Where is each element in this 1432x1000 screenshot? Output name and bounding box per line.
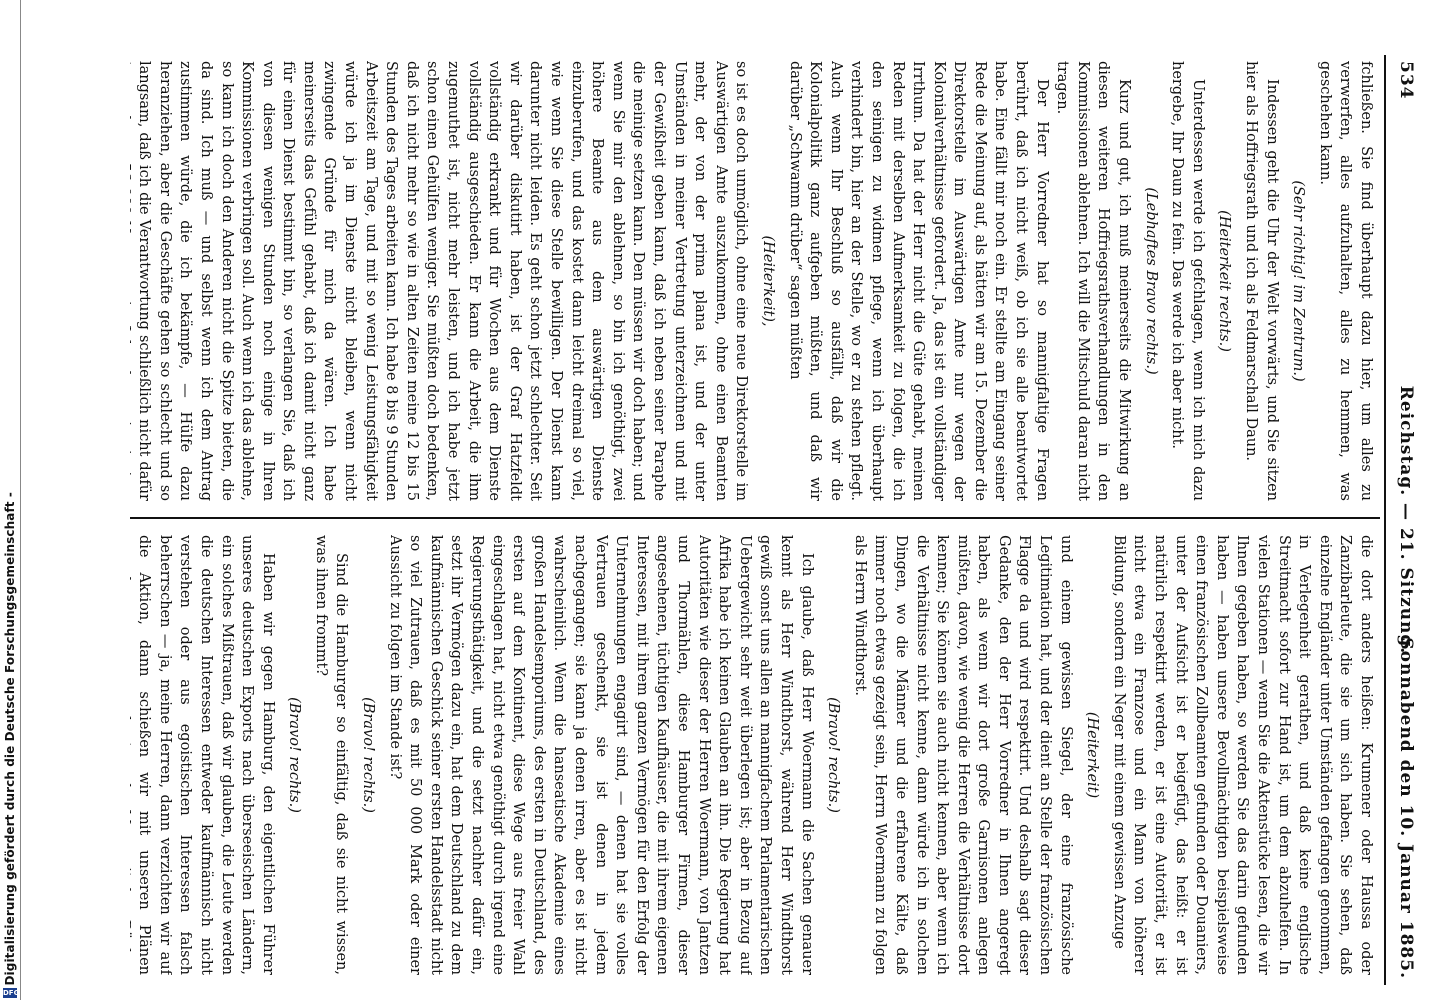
paragraph: fchließen. Sie find überhaupt dazu hier, um alles zu verwerfen, alles aufzuhalten, alles zu hemmen, was geschehen kann. bbox=[1316, 61, 1374, 501]
page-title: Reichstag. — 21. Sitzung. bbox=[1396, 385, 1416, 655]
page-header bbox=[1390, 61, 1416, 979]
paragraph: Kurz und gut, ich muß meinerseits die Mitwirkung an diesen weiteren Hoffriegsrathsverhandlungen in den Kommissionen ablehnen. Ich will die Mitschuld daran nicht tragen. bbox=[1054, 61, 1133, 501]
left-column bbox=[130, 61, 1376, 501]
paragraph: die dort anders heißen: Krumener oder Haussa oder Zanzibarleute, die sie um sich haben. Sie sehen, daß einzelne Engländer unter Umständen gefangen genommen, in Verlegenheit gerathen, und daß keine englische Streitmacht sofort zur Hand ist, um dem abzuhelfen. In vielen Stationen — wenn Sie die Aktenstücke lesen, die wir Ihnen gegeben haben, so werden Sie das darin gefunden haben — haben unsere Bevollmächtigten beispielsweise einen französischen Zollbeamten gefunden oder Douaniers, unter der Aufsicht ist er beigefügt, das heißt: er ist natürlich respektirt werden, er ist eine Autorität, er ist nicht etwa ein Franzose und ein Mann von höherer Bildung, sondern ein Neger mit einem gewissen Anzuge bbox=[1110, 535, 1374, 975]
page-number: 534 bbox=[1396, 61, 1416, 100]
interjection: (Heiterkeit), bbox=[759, 235, 776, 327]
interjection: (Bravo! rechts.) bbox=[286, 697, 303, 813]
paragraph: Ich glaube, daß Herr Woermann die Sachen genauer kennt als Herr Windthorst, während Herr Windthorst gewiß sonst uns allen an mannigfachem Parlamentarischen Uebergewicht sehr weit überlegen ist; aber in Bezug auf Afrika habe ich keinen Glauben an ihn. Die Regierung hat Autoritäten wie dieser der Herren Woermann, von Jantzen und Thormählen, diese Hamburger Firmen, dieser angesehenen, tüchtigen Kaufhäuser, die mit ihrem eigenen Interessen, mit ihrem ganzen Vermögen für den Erfolg der Unternehmungen engagirt sind, — denen hat sie volles Vertrauen geschenkt, sie ist denen in jedem nachgegangen; sie kann ja denen irren, aber es ist nicht wahrscheinlich. Wenn die hanseatische Akademie eines großen Handelsemporiums, des ersten in Deutschland, des ersten auf dem Kontinent, diese Wege aus freier Wahl eingeschlagen hat, nicht etwa genöthigt durch irgend eine Regierungsthätigkeit, und die setzt nachher dafür ein, setzt ihr Vermögen dazu ein, hat dem Deutschland zu dem kaufmännischen Geschick seiner ersten Handelsstadt nicht so viel Zutrauen, daß es mit 50 000 Mark oder einer Aussicht zu folgen im Stande ist? bbox=[386, 535, 815, 975]
interjection: (Lebhaftes Bravo rechts.) bbox=[1142, 187, 1159, 375]
interjection: (Heiterkeit rechts.) bbox=[1216, 210, 1233, 352]
interjection: (Bravo! rechts.) bbox=[825, 697, 842, 813]
interjection: (Sehr richtig! im Zentrum.) bbox=[1290, 180, 1307, 382]
rotated-page bbox=[110, 55, 1420, 985]
right-column bbox=[130, 535, 1376, 975]
paragraph: Haben wir gegen Hamburg, den eigentlichen Führer unseres deutschen Exports nach überseeischen Ländern, ein solches Mißtrauen, daß wir glauben, die Leute werden die deutschen Interessen entweder kaufmännisch nicht verstehen oder aus egoistischen Interessen falsch beherrschen — ja, meine Herren, dann verzichten wir auf die Aktion, dann schießen wir mit unseren Plänen bbox=[136, 535, 276, 975]
header-rule bbox=[1384, 55, 1386, 985]
dfg-logo: DFG bbox=[3, 989, 20, 997]
interjection: (Bravo! rechts.) bbox=[360, 697, 377, 813]
paragraph: Sind die Hamburger so einfältig, daß sie nicht wissen, was ihnen frommt? bbox=[312, 535, 350, 975]
page-date: Sonnabend den 10. Januar 1885. bbox=[1396, 637, 1416, 979]
digitization-strip bbox=[0, 0, 21, 1000]
paragraph: so ist es doch unmöglich, ohne eine neue Direktorstelle im Auswärtigen Amte auszukommen, ohne einen Beamten mehr, der von der prima plana ist, und der unter Umständen in meiner Vertretung unterzeichnen und mit der Gewißheit geben kann, daß ich neben seiner Paraphe die meinige setzen kann. Den müssen wir doch haben; und wenn Sie mir den ablehnen, so bin ich genöthigt, zwei höhere Beamte aus dem auswärtigen Dienste einzuberufen, und das kostet dann leicht dreimal so viel, wie wenn Sie diese Stelle bewilligen. Der Dienst kann darunter nicht leiden. Es geht schon jetzt schlechter. Seit wir darüber diskutirt haben, ist der Graf Hatzfeldt vollständig erkrankt und für Wochen aus dem Dienste vollständig ausgeschieden. Er kann die Arbeit, die ihm zugemuthet ist, nicht mehr leisten, und ich habe jetzt schon einen Gehülfen weniger. Sie müßten doch bedenken, daß ich nicht mehr so wie in alten Zeiten meine 12 bis 15 Stunden des Tages arbeiten kann. Ich habe 8 bis 9 Stunden Arbeitszeit am Tage, und mit so wenig Leistungsfähigkeit würde ich ja im Dienste nicht bleiben, wenn nicht zwingende Gründe für mich da wären. Ich habe meinerseits das Gefühl gehabt, daß ich damit nicht ganz für einen Dienst bestimmt bin, so verlangen Sie, daß ich von diesen wenigen Stunden noch einige in Ihren Kommissionen verbringen soll. Auch wenn ich das ablehne, so kann ich doch den Anderen nicht die Spitze bieten, die da sind. Ich muß — und selbst wenn ich dem Antrag zustimmen würde, die ich bekämpfe, — Hülfe dazu heranziehen, aber die Geschäfte gehen so schlecht und so langsam, daß ich die Verantwortung schließlich nicht dafür bbox=[136, 61, 750, 501]
interjection: (Heiterkeit) bbox=[1084, 711, 1101, 799]
digitization-note: Digitalisierung gefördert durch die Deutsche Forschungsgemeinschaft - bbox=[3, 492, 17, 986]
column-divider bbox=[130, 517, 1380, 519]
paragraph: Der Herr Vorredner hat so mannigfaltige Fragen berührt, daß ich nicht weiß, ob ich sie alle beantwortet habe. Eine fällt mir noch ein. Er stellte am Eingang seiner Rede die Meinung auf, als hätten wir am 15. Dezember die Direktorstelle im Auswärtigen Amte nur wegen der Kolonialverhältnisse gefordert. Ja, das ist ein vollständiger Irrthum. Da hat der Herr nicht die Güte gehabt, meinen Reden mit derselben Aufmerksamkeit zu folgen, die ich den seinigen zu widmen pflege, wenn ich überhaupt verhindert bin, hier an der Stelle, wo er zu stehen pflegt. Auch wenn Ihr Beschluß so ausfällt, daß wir die Kolonialpolitik ganz aufgeben müßten, und daß wir darüber „Schwamm drüber“ sagen müßten bbox=[786, 61, 1050, 501]
paragraph: Unterdessen werde ich gefchlagen, wenn ich mich dazu hergebe, Ihr Daun zu fein. Das werde ich aber nicht. bbox=[1169, 61, 1206, 501]
paragraph: und einem gewissen Siegel, der eine französische Legitimation hat, und der dient an Stelle der französischen Flagge da und wird respektirt. Und deshalb sagt dieser Gedanke, den der Herr Vorredner in Ihnen angeregt haben, als wenn wir dort große Garnisonen anlegen müßten, davon, wie wenig die Herren die Verhältnisse dort kennen; Sie können sie auch nicht kennen, aber wenn ich die Verhältnisse nicht kenne, dann würde ich in solchen Dingen, wo die Männer und die erfahrene Kälte, daß immer noch etwas gezeigt sein, Herrn Woermann zu folgen als Herrn Windthorst. bbox=[851, 535, 1074, 975]
paragraph: Indessen geht die Uhr der Welt vorwärts, und Sie sitzen hier als Hoffriegsrath und ich als Feldmarschall Daun. bbox=[1243, 61, 1280, 501]
